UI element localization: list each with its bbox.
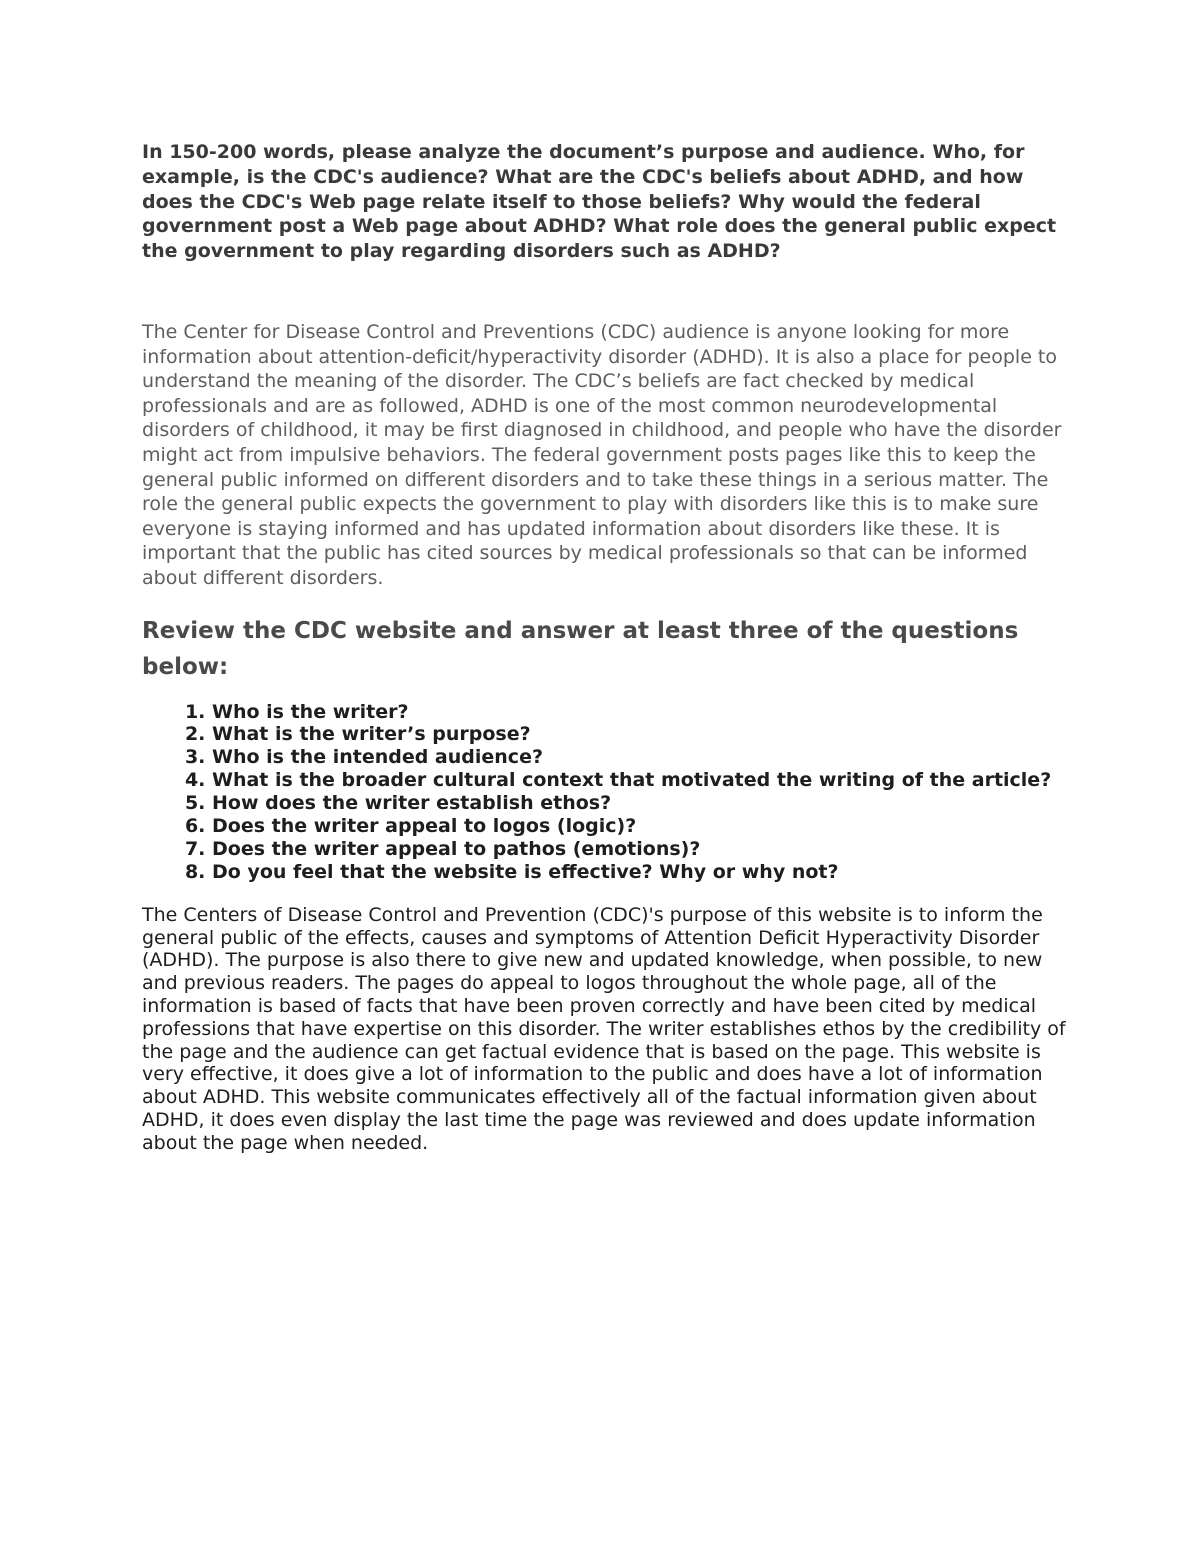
- answer-paragraph-audience: The Center for Disease Control and Preventions (CDC) audience is anyone looking for more information about attention-deficit/hyperactivity disorder (ADHD). It is also a place for people to understand the meaning of the disorder. The CDC’s beliefs are fact checked by medical professionals and are as followed, ADHD is one of the most common neurodevelopmental disorders of childhood, it may be first diagnosed in childhood, and people who have the disorder might act from impulsive behaviors. The federal government posts pages like this to keep the general public informed on different disorders and to take these things in a serious matter. The role the general public expects the government to play with disorders like this is to make sure everyone is staying informed and has updated information about disorders like these. It is important that the public has cited sources by medical professionals so that can be informed about different disorders.: [142, 320, 1062, 589]
- answer-paragraph-purpose: The Centers of Disease Control and Prevention (CDC)'s purpose of this website is to inform the general public of the effects, causes and symptoms of Attention Deficit Hyperactivity Disorder (ADHD). The purpose is also there to give new and updated knowledge, when possible, to new and previous readers. The pages do appeal to logos throughout the whole page, all of the information is based of facts that have been proven correctly and have been cited by medical professions that have expertise on this disorder. The writer establishes ethos by the credibility of the page and the audience can get factual evidence that is based on the page. This website is very effective, it does give a lot of information to the public and does have a lot of information about ADHD. This website communicates effectively all of the factual information given about ADHD, it does even display the last time the page was reviewed and does update information about the page when needed.: [142, 903, 1066, 1154]
- question-item: 6. Does the writer appeal to logos (logic)?: [212, 815, 1067, 838]
- document-page: [142, 140, 1067, 1155]
- question-item: 1. Who is the writer?: [212, 701, 1067, 724]
- assignment-prompt: In 150-200 words, please analyze the document’s purpose and audience. Who, for example, is the CDC's audience? What are the CDC's beliefs about ADHD, and how does the CDC's Web page relate itself to those beliefs? Why would the federal government post a Web page about ADHD? What role does the general public expect the government to play regarding disorders such as ADHD?: [142, 141, 1057, 263]
- question-item: 8. Do you feel that the website is effective? Why or why not?: [212, 861, 1067, 884]
- question-item: 5. How does the writer establish ethos?: [212, 792, 1067, 815]
- question-item: 3. Who is the intended audience?: [212, 746, 1067, 769]
- question-item: 2. What is the writer’s purpose?: [212, 723, 1067, 746]
- question-item: 4. What is the broader cultural context that motivated the writing of the article?: [212, 769, 1067, 792]
- question-item: 7. Does the writer appeal to pathos (emotions)?: [212, 838, 1067, 861]
- section-heading: Review the CDC website and answer at least three of the questions below:: [142, 617, 1019, 680]
- question-list: [142, 701, 1067, 884]
